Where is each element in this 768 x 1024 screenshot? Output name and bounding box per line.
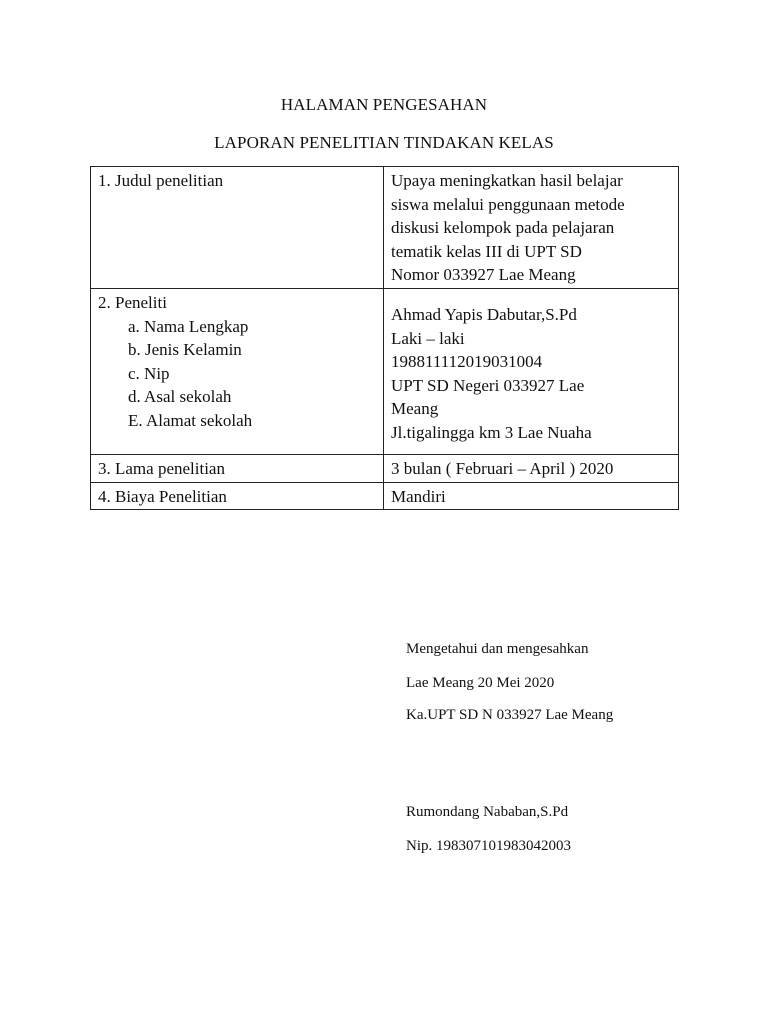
table-row (91, 454, 679, 482)
value-line: UPT SD Negeri 033927 Lae (391, 375, 585, 395)
row-value-researcher (384, 288, 679, 454)
value-line: Jl.tigalingga km 3 Lae Nuaha (391, 422, 592, 442)
value-line: Meang (391, 399, 439, 419)
signer-nip: Nip. 198307101983042003 (406, 838, 571, 854)
sub-label: b. Jenis Kelamin (128, 340, 242, 360)
value-line: tematik kelas III di UPT SD (391, 241, 582, 261)
sub-label: c. Nip (128, 363, 170, 383)
value-line: Nomor 033927 Lae Meang (391, 265, 576, 285)
document-title: HALAMAN PENGESAHAN (280, 95, 488, 114)
row-label-duration: 3. Lama penelitian (91, 454, 384, 482)
value-line: 198811112019031004 (391, 352, 543, 372)
label-text: 2. Peneliti (98, 292, 167, 312)
value-line: Ahmad Yapis Dabutar,S.Pd (391, 304, 577, 324)
spacer (391, 291, 672, 303)
signer-position: Ka.UPT SD N 033927 Lae Meang (406, 707, 614, 723)
table-row (91, 288, 679, 454)
value-line: diskusi kelompok pada pelajaran (391, 218, 615, 238)
table-row (91, 167, 679, 289)
value-line: Upaya meningkatkan hasil belajar (391, 171, 623, 190)
approval-table (90, 166, 679, 510)
row-label-cost: 4. Biaya Penelitian (91, 482, 384, 510)
sub-label: E. Alamat sekolah (128, 410, 253, 430)
sub-label: a. Nama Lengkap (128, 316, 249, 336)
table-row (91, 482, 679, 510)
signer-name: Rumondang Nababan,S.Pd (406, 804, 569, 820)
label-text: 1. Judul penelitian (98, 171, 224, 190)
sub-label: d. Asal sekolah (128, 387, 232, 407)
approval-note: Mengetahui dan mengesahkan (406, 641, 589, 657)
row-label-title (91, 167, 384, 289)
document-subtitle: LAPORAN PENELITIAN TINDAKAN KELAS (214, 133, 554, 152)
row-value-duration: 3 bulan ( Februari – April ) 2020 (384, 454, 679, 482)
row-value-title (384, 167, 679, 289)
row-value-cost: Mandiri (384, 482, 679, 510)
value-line: siswa melalui penggunaan metode (391, 194, 625, 214)
value-line: Laki – laki (391, 328, 465, 348)
place-date: Lae Meang 20 Mei 2020 (406, 675, 555, 691)
row-label-researcher (91, 288, 384, 454)
